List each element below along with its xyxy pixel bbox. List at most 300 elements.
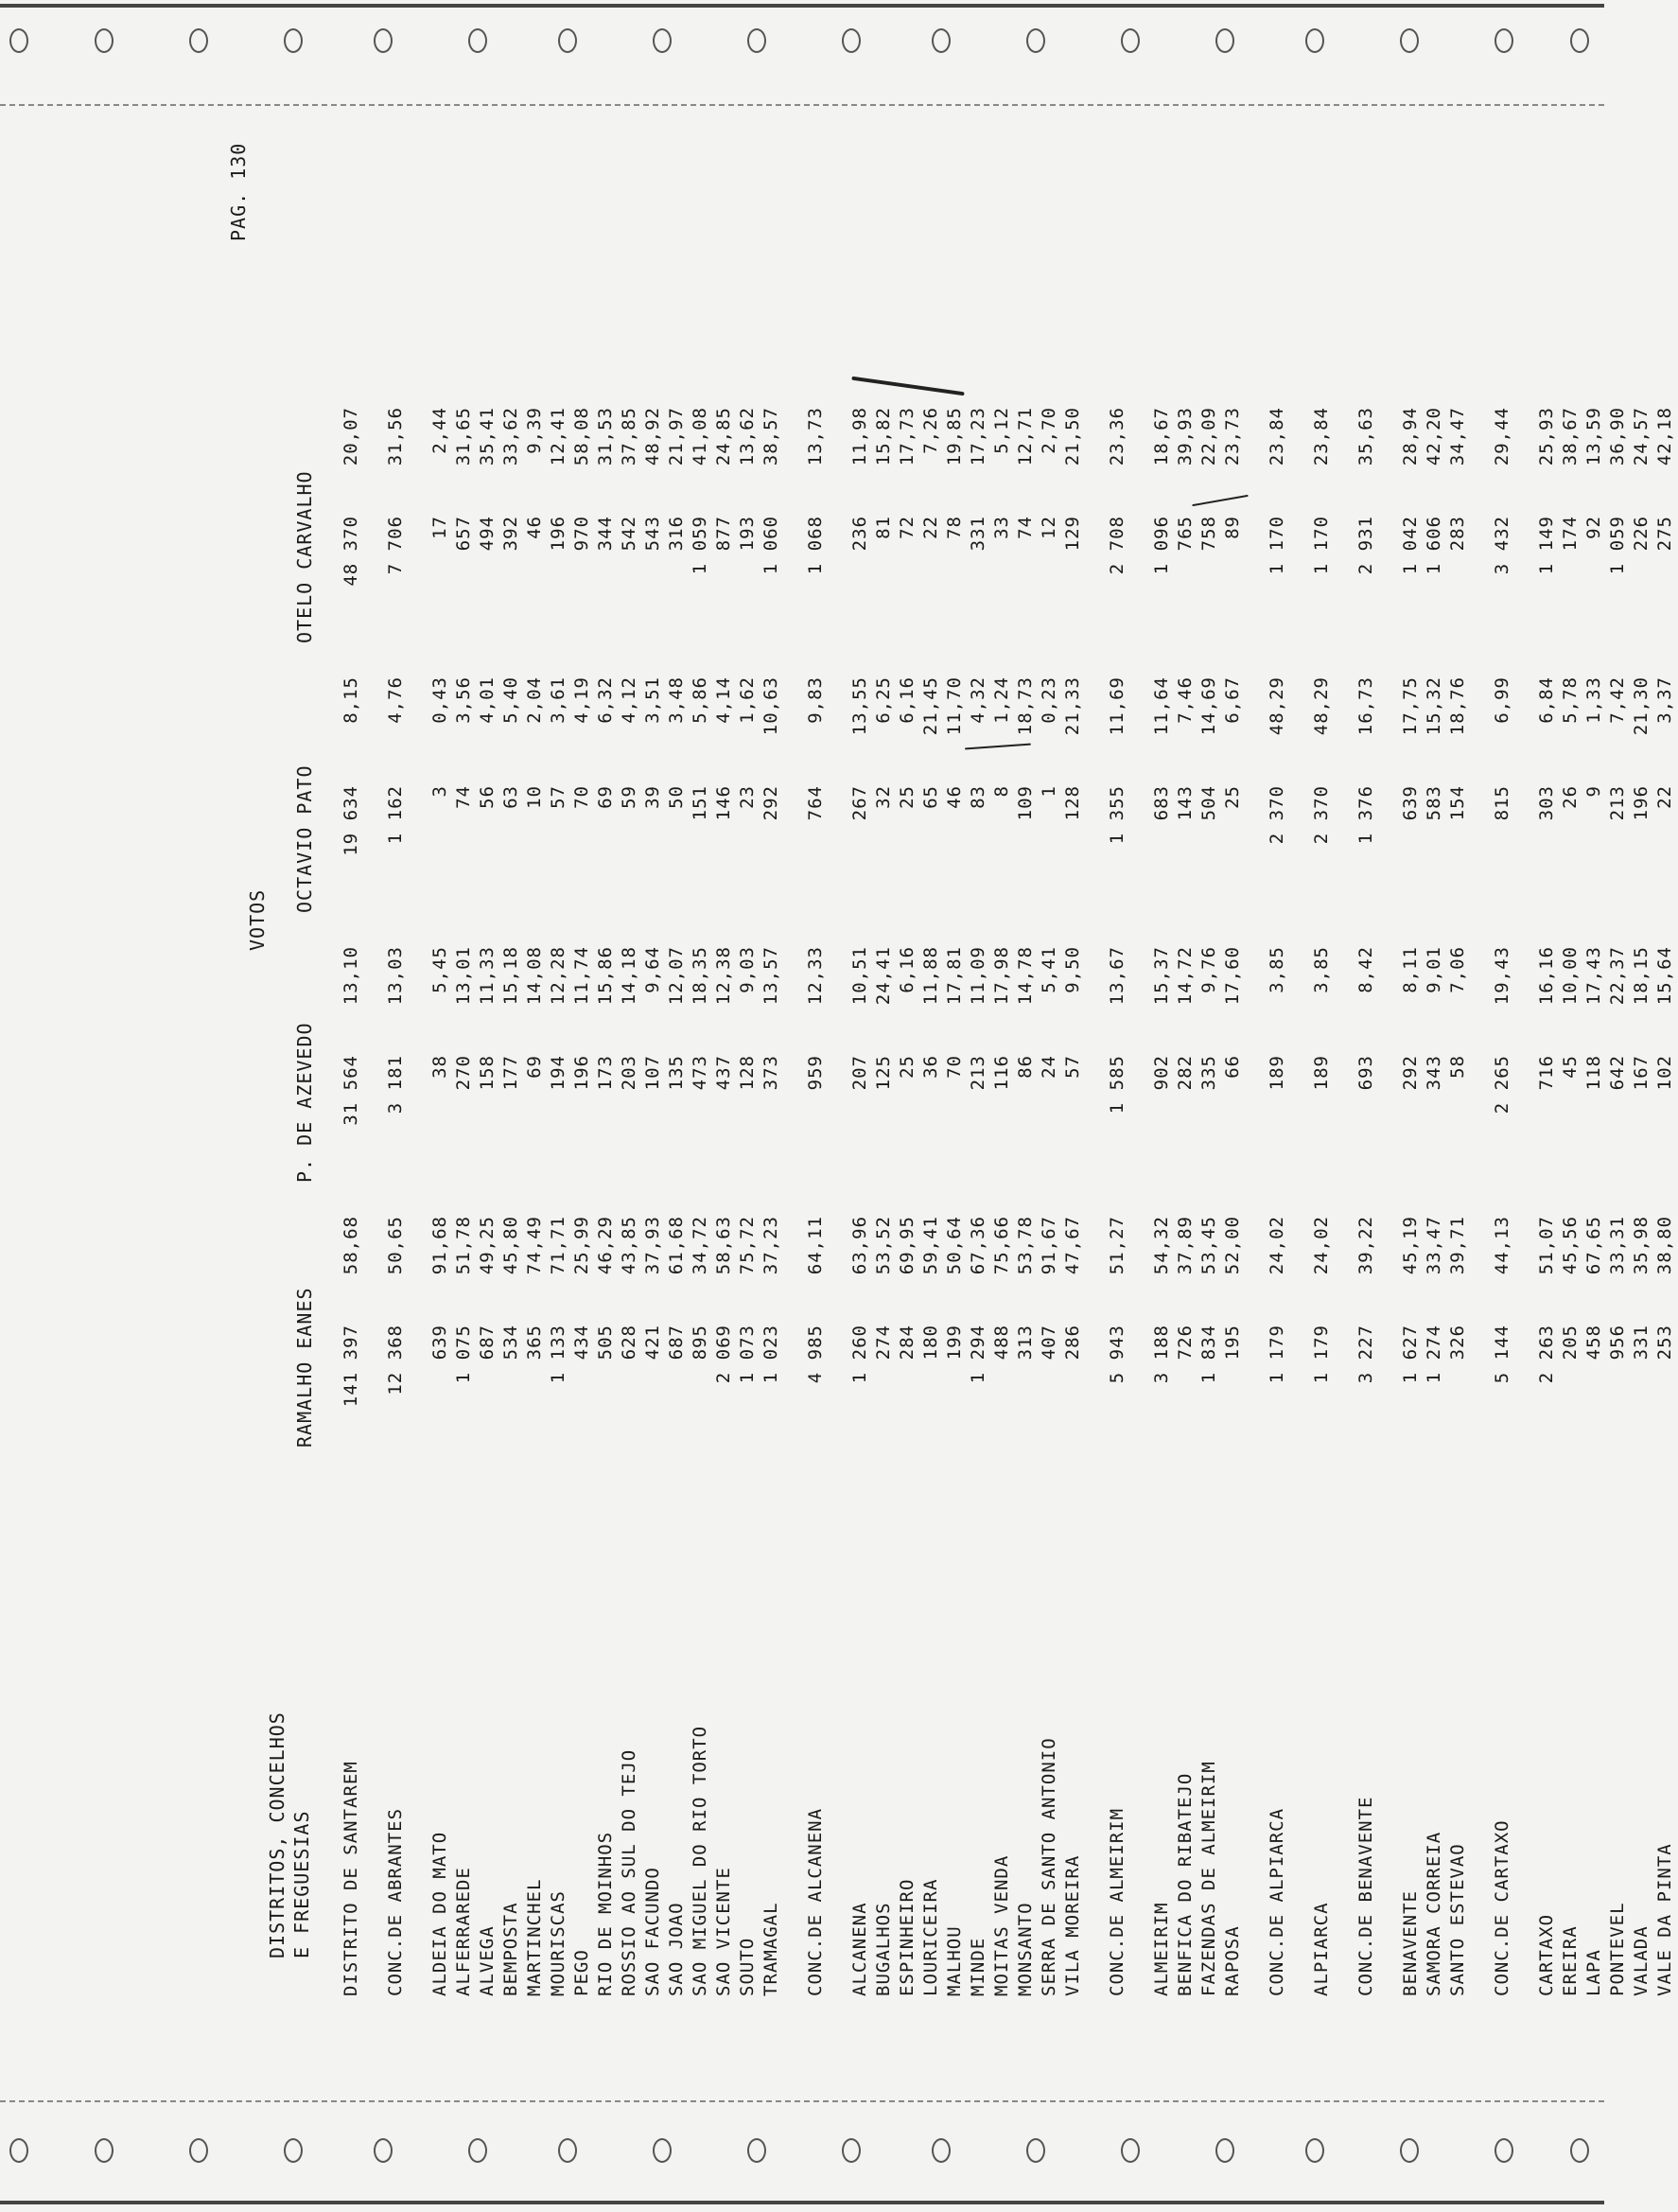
vote-percent: 45,80 xyxy=(500,1216,521,1275)
place-name: MARTINCHEL xyxy=(524,1878,545,1996)
paper-edge xyxy=(0,2201,1604,2204)
vote-percent: 44,13 xyxy=(1492,1216,1512,1275)
vote-percent: 12,71 xyxy=(1015,407,1036,466)
vote-percent: 54,32 xyxy=(1151,1216,1172,1275)
vote-percent: 46,29 xyxy=(595,1216,616,1275)
vote-count: 1 294 xyxy=(968,1325,988,1384)
vote-percent: 24,85 xyxy=(713,407,734,466)
vote-percent: 69,95 xyxy=(897,1216,918,1275)
vote-percent: 15,18 xyxy=(500,946,521,1006)
vote-count: 1 260 xyxy=(849,1325,870,1384)
vote-percent: 9,01 xyxy=(1424,946,1444,993)
vote-percent: 9,83 xyxy=(805,676,826,724)
vote-count: 1 355 xyxy=(1107,785,1127,845)
vote-percent: 67,36 xyxy=(968,1216,988,1275)
vote-percent: 35,98 xyxy=(1631,1216,1652,1275)
vote-count: 45 xyxy=(1560,1055,1581,1079)
vote-percent: 51,27 xyxy=(1107,1216,1127,1275)
vote-percent: 48,92 xyxy=(642,407,663,466)
vote-count: 693 xyxy=(1355,1055,1376,1091)
vote-count: 59 xyxy=(619,785,639,809)
vote-count: 173 xyxy=(595,1055,616,1091)
vote-count: 657 xyxy=(453,516,474,552)
total-row xyxy=(1107,388,1130,1996)
vote-count: 902 xyxy=(1151,1055,1172,1091)
vote-count: 1 133 xyxy=(548,1325,568,1384)
vote-count: 213 xyxy=(968,1055,988,1091)
vote-percent: 14,08 xyxy=(524,946,545,1006)
vote-count: 373 xyxy=(760,1055,781,1091)
place-name: BENFICA DO RIBATEJO xyxy=(1175,1772,1196,1996)
vote-count: 102 xyxy=(1654,1055,1675,1091)
vote-percent: 3,56 xyxy=(453,676,474,724)
vote-count: 19 634 xyxy=(341,785,361,856)
vote-percent: 4,19 xyxy=(571,676,592,724)
place-name: ROSSIO AO SUL DO TEJO xyxy=(619,1748,639,1996)
vote-percent: 31,53 xyxy=(595,407,616,466)
vote-count: 74 xyxy=(1015,516,1036,539)
spacer-row xyxy=(1515,388,1536,1996)
vote-count: 392 xyxy=(500,516,521,552)
vote-count: 543 xyxy=(642,516,663,552)
vote-percent: 17,60 xyxy=(1222,946,1243,1006)
vote-count: 92 xyxy=(1583,516,1604,539)
vote-count: 70 xyxy=(944,1055,965,1079)
place-name: EREIRA xyxy=(1560,1925,1581,1996)
table-row xyxy=(713,388,737,1996)
place-name: CONC.DE ALMEIRIM xyxy=(1107,1807,1127,1996)
vote-count: 195 xyxy=(1222,1325,1243,1361)
vote-percent: 3,85 xyxy=(1267,946,1287,993)
place-name: SOUTO xyxy=(737,1937,758,1996)
vote-count: 86 xyxy=(1015,1055,1036,1079)
vote-count: 9 xyxy=(1583,785,1604,798)
vote-percent: 49,25 xyxy=(477,1216,498,1275)
vote-count: 57 xyxy=(1062,1055,1083,1079)
vote-count: 895 xyxy=(690,1325,710,1361)
vote-count: 83 xyxy=(968,785,988,809)
vote-count: 1 073 xyxy=(737,1325,758,1384)
spacer-cell xyxy=(1290,388,1311,1996)
vote-count: 331 xyxy=(1631,1325,1652,1361)
table-row xyxy=(642,388,666,1996)
vote-percent: 37,93 xyxy=(642,1216,663,1275)
vote-count: 146 xyxy=(713,785,734,821)
vote-count: 25 xyxy=(1222,785,1243,809)
vote-percent: 42,20 xyxy=(1424,407,1444,466)
vote-percent: 11,74 xyxy=(571,946,592,1006)
table-row xyxy=(1151,388,1175,1996)
vote-count: 275 xyxy=(1654,516,1675,552)
vote-count: 196 xyxy=(1631,785,1652,821)
place-name: ALPIARCA xyxy=(1311,1902,1332,1996)
vote-count: 33 xyxy=(991,516,1012,539)
vote-count: 7 706 xyxy=(385,516,406,575)
place-name: CONC.DE ALCANENA xyxy=(805,1807,826,1996)
vote-percent: 23,84 xyxy=(1267,407,1287,466)
vote-count: 22 xyxy=(1654,785,1675,809)
feed-hole-icon xyxy=(1494,28,1513,53)
vote-percent: 48,29 xyxy=(1311,676,1332,736)
vote-count: 189 xyxy=(1267,1055,1287,1091)
table-row xyxy=(429,388,453,1996)
vote-percent: 61,68 xyxy=(666,1216,687,1275)
place-name: MINDE xyxy=(968,1937,988,1996)
feed-hole-icon xyxy=(95,2138,114,2163)
vote-percent: 6,16 xyxy=(897,946,918,993)
vote-percent: 3,37 xyxy=(1654,676,1675,724)
vote-percent: 4,14 xyxy=(713,676,734,724)
spacer-cell xyxy=(784,388,805,1996)
vote-percent: 59,41 xyxy=(920,1216,941,1275)
vote-percent: 58,68 xyxy=(341,1216,361,1275)
vote-percent: 24,02 xyxy=(1267,1216,1287,1275)
table-row xyxy=(524,388,548,1996)
place-name: SAO JOAO xyxy=(666,1902,687,1996)
vote-count: 74 xyxy=(453,785,474,809)
vote-count: 2 069 xyxy=(713,1325,734,1384)
place-name: BEMPOSTA xyxy=(500,1902,521,1996)
place-name: MOITAS VENDA xyxy=(991,1854,1012,1996)
vote-percent: 22,37 xyxy=(1607,946,1628,1006)
vote-percent: 34,47 xyxy=(1447,407,1468,466)
vote-percent: 18,73 xyxy=(1015,676,1036,736)
vote-count: 3 xyxy=(429,785,450,798)
vote-count: 1 068 xyxy=(805,516,826,575)
vote-count: 1 376 xyxy=(1355,785,1376,845)
vote-count: 434 xyxy=(571,1325,592,1361)
vote-percent: 17,23 xyxy=(968,407,988,466)
table-row xyxy=(619,388,642,1996)
vote-percent: 23,73 xyxy=(1222,407,1243,466)
vote-percent: 21,45 xyxy=(920,676,941,736)
total-row xyxy=(805,388,829,1996)
vote-percent: 11,64 xyxy=(1151,676,1172,736)
table-row xyxy=(873,388,897,1996)
place-name: PEGO xyxy=(571,1949,592,1996)
vote-percent: 5,41 xyxy=(1039,946,1059,993)
vote-percent: 47,67 xyxy=(1062,1216,1083,1275)
place-name: ALCANENA xyxy=(849,1902,870,1996)
vote-count: 31 564 xyxy=(341,1055,361,1126)
vote-percent: 8,11 xyxy=(1400,946,1421,993)
vote-percent: 24,57 xyxy=(1631,407,1652,466)
vote-percent: 28,94 xyxy=(1400,407,1421,466)
vote-percent: 18,35 xyxy=(690,946,710,1006)
table-row xyxy=(500,388,524,1996)
vote-count: 505 xyxy=(595,1325,616,1361)
vote-percent: 50,65 xyxy=(385,1216,406,1275)
vote-count: 25 xyxy=(897,785,918,809)
vote-percent: 2,04 xyxy=(524,676,545,724)
vote-percent: 11,09 xyxy=(968,946,988,1006)
vote-count: 504 xyxy=(1198,785,1219,821)
vote-percent: 13,55 xyxy=(849,676,870,736)
vote-percent: 13,57 xyxy=(760,946,781,1006)
table-row xyxy=(595,388,619,1996)
vote-count: 135 xyxy=(666,1055,687,1091)
paper-edge xyxy=(0,4,1604,8)
vote-percent: 16,16 xyxy=(1536,946,1557,1006)
results-table-body xyxy=(341,388,1678,1996)
spacer-row xyxy=(1130,388,1151,1996)
vote-percent: 13,03 xyxy=(385,946,406,1006)
place-name: LAPA xyxy=(1583,1949,1604,1996)
vote-percent: 45,56 xyxy=(1560,1216,1581,1275)
candidate-header-1: RAMALHO EANES xyxy=(293,1287,316,1448)
vote-percent: 51,78 xyxy=(453,1216,474,1275)
table-row xyxy=(1062,388,1086,1996)
vote-count: 2 265 xyxy=(1492,1055,1512,1115)
feed-hole-icon xyxy=(842,28,861,53)
vote-count: 253 xyxy=(1654,1325,1675,1361)
vote-count: 36 xyxy=(920,1055,941,1079)
feed-hole-icon xyxy=(1026,28,1045,53)
printout-sheet xyxy=(227,123,1675,1996)
vote-count: 189 xyxy=(1311,1055,1332,1091)
vote-percent: 24,41 xyxy=(873,946,894,1006)
vote-count: 1 060 xyxy=(760,516,781,575)
feed-hole-icon xyxy=(374,2138,393,2163)
vote-count: 726 xyxy=(1175,1325,1196,1361)
vote-percent: 58,08 xyxy=(571,407,592,466)
table-row xyxy=(1039,388,1062,1996)
vote-percent: 5,86 xyxy=(690,676,710,724)
vote-percent: 39,93 xyxy=(1175,407,1196,466)
vote-count: 1 585 xyxy=(1107,1055,1127,1115)
vote-count: 639 xyxy=(1400,785,1421,821)
vote-percent: 10,51 xyxy=(849,946,870,1006)
candidate-header-3: OCTAVIO PATO xyxy=(293,764,316,913)
vote-percent: 35,41 xyxy=(477,407,498,466)
place-name: SAO FACUNDO xyxy=(642,1867,663,1996)
vote-percent: 53,45 xyxy=(1198,1216,1219,1275)
vote-percent: 12,07 xyxy=(666,946,687,1006)
vote-percent: 8,15 xyxy=(341,676,361,724)
feed-hole-icon xyxy=(1121,2138,1140,2163)
spacer-cell xyxy=(409,388,429,1996)
vote-count: 3 181 xyxy=(385,1055,406,1115)
vote-percent: 19,43 xyxy=(1492,946,1512,1006)
vote-percent: 9,76 xyxy=(1198,946,1219,993)
vote-count: 407 xyxy=(1039,1325,1059,1361)
vote-percent: 4,12 xyxy=(619,676,639,724)
vote-percent: 23,84 xyxy=(1311,407,1332,466)
vote-percent: 41,08 xyxy=(690,407,710,466)
vote-count: 17 xyxy=(429,516,450,539)
vote-percent: 5,78 xyxy=(1560,676,1581,724)
table-row xyxy=(760,388,784,1996)
vote-percent: 3,85 xyxy=(1311,946,1332,993)
vote-count: 956 xyxy=(1607,1325,1628,1361)
vote-percent: 48,29 xyxy=(1267,676,1287,736)
spacer-cell xyxy=(1086,388,1107,1996)
table-row xyxy=(477,388,500,1996)
vote-percent: 18,15 xyxy=(1631,946,1652,1006)
vote-percent: 22,09 xyxy=(1198,407,1219,466)
vote-count: 473 xyxy=(690,1055,710,1091)
vote-percent: 17,98 xyxy=(991,946,1012,1006)
vote-percent: 5,45 xyxy=(429,946,450,993)
feed-hole-icon xyxy=(1305,2138,1324,2163)
feed-hole-icon xyxy=(9,2138,28,2163)
place-name: ESPINHEIRO xyxy=(897,1878,918,1996)
vote-percent: 7,42 xyxy=(1607,676,1628,724)
vote-count: 69 xyxy=(524,1055,545,1079)
vote-percent: 13,10 xyxy=(341,946,361,1006)
vote-percent: 12,28 xyxy=(548,946,568,1006)
vote-percent: 18,67 xyxy=(1151,407,1172,466)
vote-count: 141 397 xyxy=(341,1325,361,1408)
vote-percent: 7,06 xyxy=(1447,946,1468,993)
table-row xyxy=(1015,388,1039,1996)
feed-hole-icon xyxy=(284,28,303,53)
results-table xyxy=(341,388,1678,1996)
feed-hole-icon xyxy=(558,28,577,53)
vote-percent: 11,33 xyxy=(477,946,498,1006)
table-row xyxy=(944,388,968,1996)
vote-percent: 0,23 xyxy=(1039,676,1059,724)
vote-percent: 42,18 xyxy=(1654,407,1675,466)
vote-count: 274 xyxy=(873,1325,894,1361)
vote-count: 23 xyxy=(737,785,758,809)
place-name: SANTO ESTEVAO xyxy=(1447,1843,1468,1996)
vote-count: 2 370 xyxy=(1311,785,1332,845)
place-name: CONC.DE ABRANTES xyxy=(385,1807,406,1996)
vote-count: 180 xyxy=(920,1325,941,1361)
vote-percent: 64,11 xyxy=(805,1216,826,1275)
vote-count: 128 xyxy=(1062,785,1083,821)
vote-percent: 37,89 xyxy=(1175,1216,1196,1275)
vote-percent: 74,49 xyxy=(524,1216,545,1275)
vote-percent: 39,22 xyxy=(1355,1216,1376,1275)
vote-percent: 13,67 xyxy=(1107,946,1127,1006)
vote-percent: 38,67 xyxy=(1560,407,1581,466)
vote-count: 22 xyxy=(920,516,941,539)
vote-percent: 75,72 xyxy=(737,1216,758,1275)
table-row xyxy=(991,388,1015,1996)
vote-percent: 9,64 xyxy=(642,946,663,993)
feed-hole-icon xyxy=(1400,28,1419,53)
place-name: RIO DE MOINHOS xyxy=(595,1831,616,1996)
table-row xyxy=(690,388,713,1996)
place-name: FAZENDAS DE ALMEIRIM xyxy=(1198,1761,1219,1996)
total-row xyxy=(1267,388,1290,1996)
vote-count: 284 xyxy=(897,1325,918,1361)
place-name: ALFERRAREDE xyxy=(453,1867,474,1996)
feed-hole-icon xyxy=(468,28,487,53)
table-row xyxy=(453,388,477,1996)
place-name: MOURISCAS xyxy=(548,1890,568,1996)
feed-hole-icon xyxy=(1215,28,1234,53)
vote-count: 2 931 xyxy=(1355,516,1376,575)
vote-count: 26 xyxy=(1560,785,1581,809)
vote-count: 46 xyxy=(944,785,965,809)
vote-count: 2 708 xyxy=(1107,516,1127,575)
table-row xyxy=(548,388,571,1996)
vote-count: 207 xyxy=(849,1055,870,1091)
vote-percent: 2,44 xyxy=(429,407,450,454)
vote-percent: 3,51 xyxy=(642,676,663,724)
vote-percent: 91,67 xyxy=(1039,1216,1059,1275)
vote-count: 226 xyxy=(1631,516,1652,552)
vote-count: 1 023 xyxy=(760,1325,781,1384)
vote-percent: 21,33 xyxy=(1062,676,1083,736)
vote-count: 128 xyxy=(737,1055,758,1091)
total-row xyxy=(341,388,364,1996)
vote-count: 458 xyxy=(1583,1325,1604,1361)
spacer-cell xyxy=(1471,388,1492,1996)
vote-count: 66 xyxy=(1222,1055,1243,1079)
feed-hole-icon xyxy=(747,28,766,53)
vote-count: 194 xyxy=(548,1055,568,1091)
vote-percent: 15,82 xyxy=(873,407,894,466)
vote-percent: 17,73 xyxy=(897,407,918,466)
vote-count: 1 834 xyxy=(1198,1325,1219,1384)
vote-percent: 7,46 xyxy=(1175,676,1196,724)
vote-percent: 19,85 xyxy=(944,407,965,466)
vote-count: 12 368 xyxy=(385,1325,406,1396)
vote-percent: 5,40 xyxy=(500,676,521,724)
spacer-row xyxy=(1335,388,1355,1996)
vote-percent: 14,69 xyxy=(1198,676,1219,736)
vote-percent: 17,75 xyxy=(1400,676,1421,736)
vote-percent: 17,81 xyxy=(944,946,965,1006)
feed-hole-icon xyxy=(1305,28,1324,53)
vote-count: 4 985 xyxy=(805,1325,826,1384)
vote-percent: 50,64 xyxy=(944,1216,965,1275)
vote-count: 2 263 xyxy=(1536,1325,1557,1384)
vote-count: 69 xyxy=(595,785,616,809)
vote-count: 5 943 xyxy=(1107,1325,1127,1384)
vote-percent: 45,19 xyxy=(1400,1216,1421,1275)
table-row xyxy=(1654,388,1678,1996)
vote-count: 344 xyxy=(595,516,616,552)
vote-percent: 3,48 xyxy=(666,676,687,724)
table-row xyxy=(920,388,944,1996)
candidate-header-2: P. DE AZEVEDO xyxy=(293,1022,316,1183)
vote-count: 1 179 xyxy=(1267,1325,1287,1384)
vote-percent: 31,65 xyxy=(453,407,474,466)
vote-percent: 6,25 xyxy=(873,676,894,724)
vote-percent: 91,68 xyxy=(429,1216,450,1275)
place-name: VILA MOREIRA xyxy=(1062,1854,1083,1996)
spacer-row xyxy=(409,388,429,1996)
table-row xyxy=(1447,388,1471,1996)
vote-percent: 1,24 xyxy=(991,676,1012,724)
page-number: PAG. 130 xyxy=(227,142,250,241)
vote-count: 116 xyxy=(991,1055,1012,1091)
vote-count: 683 xyxy=(1151,785,1172,821)
vote-percent: 13,73 xyxy=(805,407,826,466)
feed-hole-icon xyxy=(1570,28,1589,53)
place-name: CARTAXO xyxy=(1536,1913,1557,1996)
spacer-cell xyxy=(1379,388,1400,1996)
votes-group-header: VOTOS xyxy=(246,888,269,951)
table-row xyxy=(571,388,595,1996)
vote-count: 1 179 xyxy=(1311,1325,1332,1384)
feed-hole-icon xyxy=(284,2138,303,2163)
vote-percent: 12,41 xyxy=(548,407,568,466)
place-name: MALHOU xyxy=(944,1925,965,1996)
vote-count: 1 170 xyxy=(1267,516,1287,575)
place-name: DISTRITO DE SANTAREM xyxy=(341,1761,361,1996)
vote-count: 1 059 xyxy=(1607,516,1628,575)
vote-count: 3 432 xyxy=(1492,516,1512,575)
vote-percent: 11,98 xyxy=(849,407,870,466)
vote-percent: 15,37 xyxy=(1151,946,1172,1006)
table-row xyxy=(1583,388,1607,1996)
